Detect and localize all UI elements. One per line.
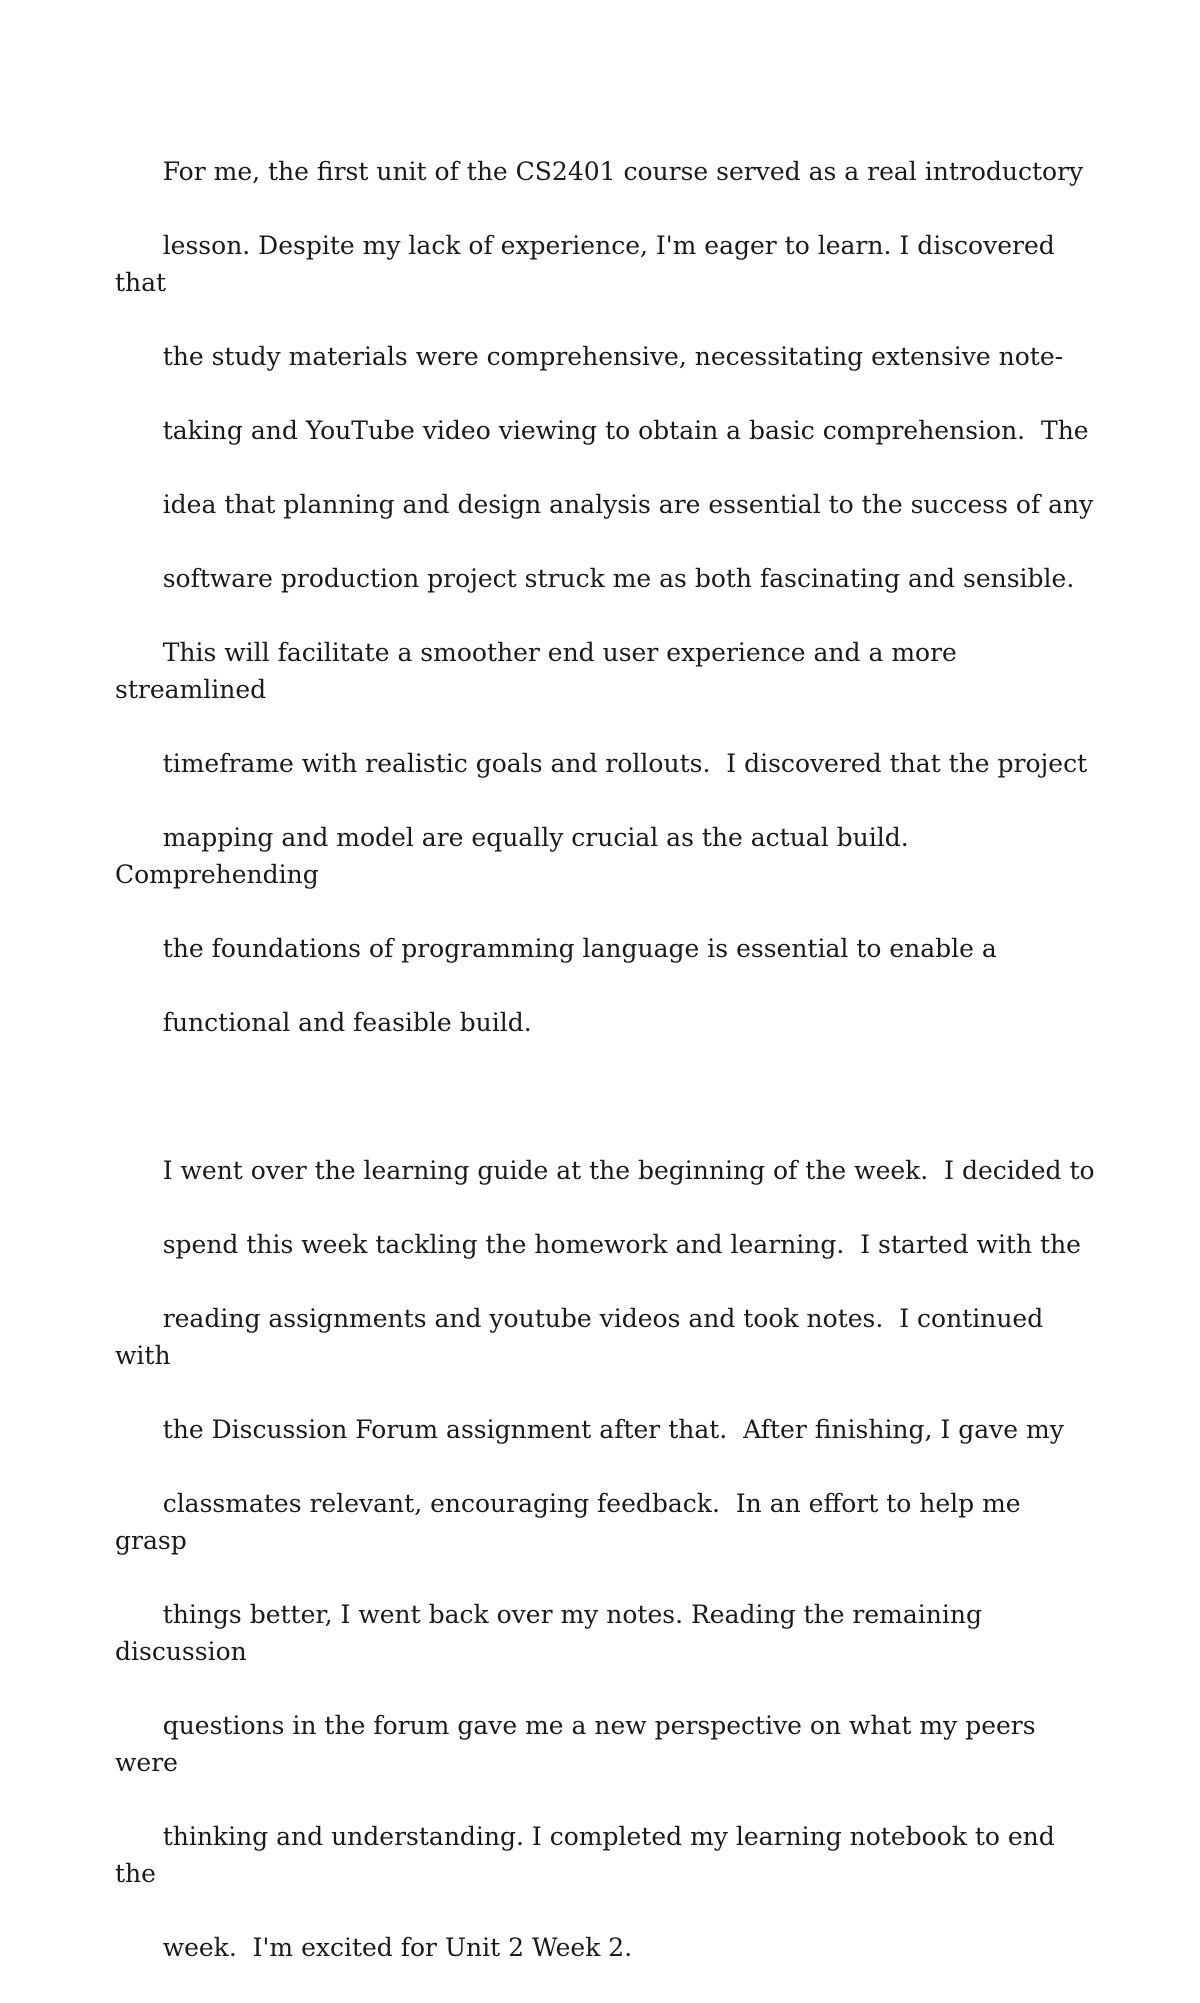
paragraph-line: thinking and understanding. I completed my learning notebook to end the (115, 1822, 1063, 1888)
paragraph-line: This will facilitate a smoother end user experience and a more streamlined (115, 638, 965, 704)
paragraph-line: things better, I went back over my notes. Reading the remaining discussion (115, 1600, 990, 1666)
paragraph-line: software production project struck me as both fascinating and sensible. (162, 564, 1075, 593)
document-body (115, 116, 1095, 2003)
paragraph-line: timeframe with realistic goals and rollouts. I discovered that the project (162, 749, 1088, 778)
paragraph-line: the Discussion Forum assignment after that. After finishing, I gave my (162, 1415, 1064, 1444)
paragraph-line: taking and YouTube video viewing to obtain a basic comprehension. The (162, 416, 1089, 445)
paragraph-line: mapping and model are equally crucial as the actual build. Comprehending (115, 823, 917, 889)
paragraph-line: week. I'm excited for Unit 2 Week 2. (162, 1933, 633, 1962)
paragraph-1 (115, 116, 1095, 1078)
paragraph-line: classmates relevant, encouraging feedback. In an effort to help me grasp (115, 1489, 1029, 1555)
paragraph-2 (115, 1115, 1095, 2003)
paragraph-line: spend this week tackling the homework and learning. I started with the (162, 1230, 1081, 1259)
paragraph-line: functional and feasible build. (162, 1008, 532, 1037)
paragraph-line: lesson. Despite my lack of experience, I'm eager to learn. I discovered that (115, 231, 1063, 297)
paragraph-line: reading assignments and youtube videos and took notes. I continued with (115, 1304, 1052, 1370)
paragraph-line: the study materials were comprehensive, necessitating extensive note- (162, 342, 1064, 371)
paragraph-line: For me, the first unit of the CS2401 course served as a real introductory (162, 157, 1084, 186)
paragraph-line: I went over the learning guide at the beginning of the week. I decided to (162, 1156, 1095, 1185)
paragraph-line: questions in the forum gave me a new perspective on what my peers were (115, 1711, 1044, 1777)
paragraph-line: idea that planning and design analysis are essential to the success of any (162, 490, 1094, 519)
paragraph-line: the foundations of programming language is essential to enable a (162, 934, 997, 963)
